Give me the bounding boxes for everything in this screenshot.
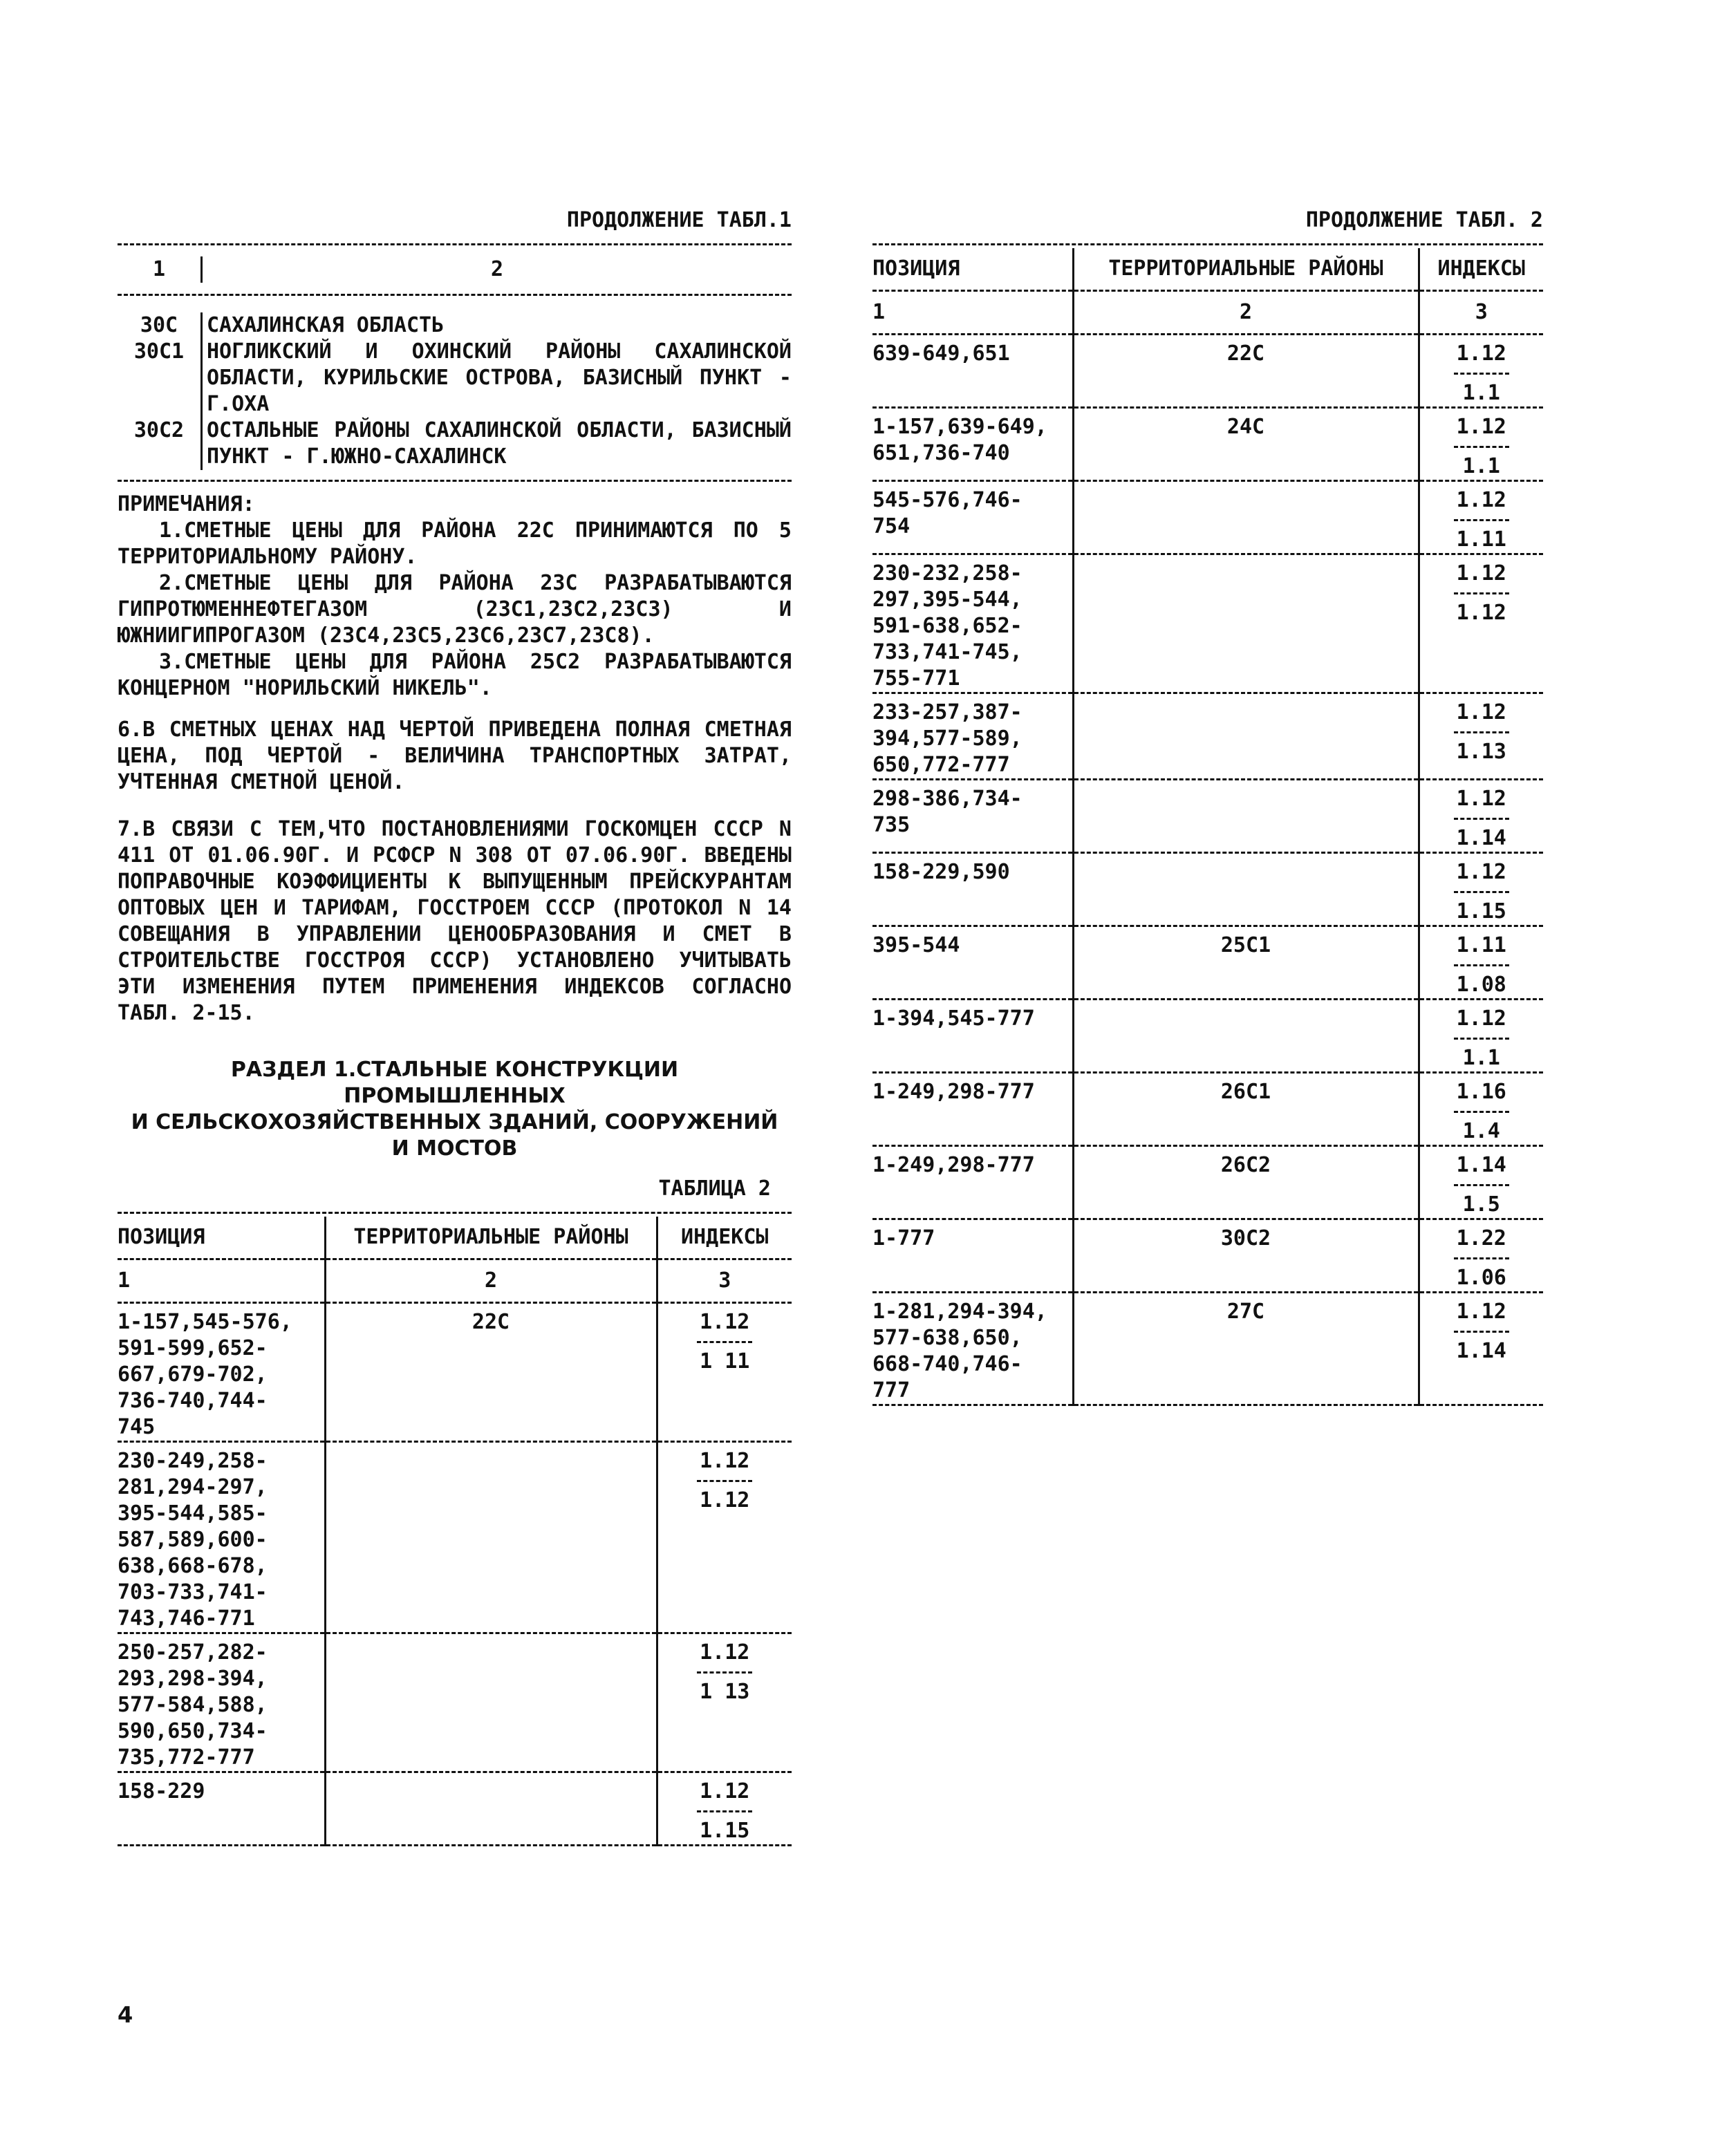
- table-row: [872, 335, 1543, 408]
- region-code: 30C: [140, 313, 178, 337]
- table2: [118, 1217, 792, 1846]
- region-cell: [325, 1633, 657, 1772]
- index-full: 1.12: [700, 1779, 750, 1803]
- region-cell: 25С1: [1073, 926, 1419, 1000]
- table-row: [872, 1000, 1543, 1073]
- index-full: 1.12: [1456, 787, 1506, 811]
- page-number: 4: [118, 2002, 133, 2028]
- index-transport: 1.13: [1456, 740, 1506, 764]
- fraction-bar: [1454, 891, 1509, 893]
- header-indices: ИНДЕКСЫ: [681, 1225, 769, 1249]
- index-full: 1.12: [1456, 1006, 1506, 1031]
- index-cell: [1419, 1219, 1543, 1293]
- index-full: 1.12: [1456, 1300, 1506, 1324]
- divider: [118, 243, 792, 245]
- table-row: [872, 1219, 1543, 1293]
- index-cell: [657, 1442, 792, 1633]
- index-cell: [657, 1772, 792, 1846]
- region-description: НОГЛИКСКИЙ И ОХИНСКИЙ РАЙОНЫ САХАЛИНСКОЙ ОБЛАСТИ, КУРИЛЬСКИЕ ОСТРОВА, БАЗИСНЫЙ ПУНКТ - Г.ОХА: [200, 339, 792, 418]
- table-row: [872, 1073, 1543, 1146]
- table-row: [872, 853, 1543, 926]
- index-transport: 1.1: [1462, 454, 1500, 478]
- index-full: 1.12: [1456, 341, 1506, 366]
- index-transport: 1.08: [1456, 973, 1506, 997]
- fraction-bar: [1454, 1331, 1509, 1333]
- index-full: 1.12: [1456, 488, 1506, 512]
- table-row: [872, 926, 1543, 1000]
- left-column: [118, 207, 792, 1846]
- table-row: [872, 780, 1543, 853]
- position-cell: 1-157,639-649, 651,736-740: [872, 408, 1073, 481]
- index-transport: 1 11: [700, 1349, 750, 1374]
- region-cell: 24С: [1073, 408, 1419, 481]
- position-cell: 545-576,746- 754: [872, 481, 1073, 554]
- table-header-row: [118, 1217, 792, 1259]
- paragraph-6: 6.В СМЕТНЫХ ЦЕНАХ НАД ЧЕРТОЙ ПРИВЕДЕНА ПОЛНАЯ СМЕТНАЯ ЦЕНА, ПОД ЧЕРТОЙ - ВЕЛИЧИНА ТРАНСПОРТНЫХ ЗАТРАТ, УЧТЕННАЯ СМЕТНОЙ ЦЕНОЙ.: [118, 718, 792, 794]
- region-code: 30C1: [133, 339, 185, 364]
- table-row: [118, 1442, 792, 1633]
- table1-row: [118, 418, 792, 470]
- region-cell: [1073, 481, 1419, 554]
- index-cell: [1419, 926, 1543, 1000]
- index-full: 1.12: [700, 1449, 750, 1473]
- fraction-bar: [1454, 1257, 1509, 1259]
- index-transport: 1.4: [1462, 1119, 1500, 1143]
- position-cell: 250-257,282- 293,298-394, 577-584,588, 590,650,734- 735,772-777: [118, 1633, 325, 1772]
- table-row: [872, 1146, 1543, 1219]
- index-cell: [1419, 780, 1543, 853]
- table-row: [872, 1293, 1543, 1405]
- index-transport: 1.14: [1456, 826, 1506, 850]
- table1-continuation-caption: ПРОДОЛЖЕНИЕ ТАБЛ.1: [566, 208, 792, 232]
- index-cell: [1419, 1073, 1543, 1146]
- index-transport: 1.5: [1462, 1192, 1500, 1217]
- fraction-bar: [697, 1671, 752, 1674]
- region-cell: 26С2: [1073, 1146, 1419, 1219]
- index-full: 1.16: [1456, 1080, 1506, 1104]
- index-transport: 1.11: [1456, 527, 1506, 552]
- region-cell: 22С: [1073, 335, 1419, 408]
- index-cell: [657, 1633, 792, 1772]
- table-header-row: [872, 248, 1543, 291]
- divider: [872, 243, 1543, 245]
- fraction-bar: [697, 1341, 752, 1343]
- index-full: 1.12: [1456, 700, 1506, 724]
- divider: [118, 294, 792, 296]
- index-full: 1.12: [1456, 860, 1506, 884]
- fraction-bar: [1454, 373, 1509, 375]
- region-cell: [1073, 554, 1419, 693]
- table-row: [118, 1303, 792, 1442]
- col-number: 3: [1419, 291, 1543, 335]
- table-row: [118, 1633, 792, 1772]
- region-code: 30C2: [133, 418, 185, 442]
- notes-title: ПРИМЕЧАНИЯ:: [118, 492, 255, 516]
- section-title: РАЗДЕЛ 1.СТАЛЬНЫЕ КОНСТРУКЦИИ ПРОМЫШЛЕННЫХ И СЕЛЬСКОХОЗЯЙСТВЕННЫХ ЗДАНИЙ, СООРУЖЕНИЙ И МОСТОВ: [131, 1058, 778, 1161]
- index-full: 1.12: [1456, 561, 1506, 585]
- region-cell: [1073, 693, 1419, 780]
- table1-row: [118, 339, 792, 418]
- col-number: 3: [657, 1259, 792, 1303]
- index-full: 1.14: [1456, 1153, 1506, 1177]
- fraction-bar: [1454, 818, 1509, 820]
- col-number: 2: [325, 1259, 657, 1303]
- index-cell: [1419, 554, 1543, 693]
- table-row: [872, 408, 1543, 481]
- table-row: [118, 1772, 792, 1846]
- index-cell: [1419, 481, 1543, 554]
- index-transport: 1 13: [700, 1680, 750, 1704]
- position-cell: 298-386,734- 735: [872, 780, 1073, 853]
- index-full: 1.22: [1456, 1226, 1506, 1250]
- table2-continued: [872, 248, 1543, 1406]
- region-cell: [1073, 853, 1419, 926]
- index-full: 1.12: [1456, 415, 1506, 439]
- index-cell: [1419, 335, 1543, 408]
- divider: [118, 480, 792, 482]
- paragraph-7: 7.В СВЯЗИ С ТЕМ,ЧТО ПОСТАНОВЛЕНИЯМИ ГОСКОМЦЕН СССР N 411 ОТ 01.06.90Г. И РСФСР N 308 ОТ 07.06.90Г. ВВЕДЕНЫ ПОПРАВОЧНЫЕ КОЭФФИЦИЕНТЫ К ВЫПУЩЕННЫМ ПРЕЙСКУРАНТАМ ОПТОВЫХ ЦЕН И ТАРИФАМ, ГОССТРОЕМ СССР (ПРОТОКОЛ N 14 СОВЕЩАНИЯ В УПРАВЛЕНИИ ЦЕНООБРАЗОВАНИЯ И СМЕТ В СТРОИТЕЛЬСТВЕ ГОССТРОЯ СССР) УСТАНОВЛЕНО УЧИТЫВАТЬ ЭТИ ИЗМЕНЕНИЯ ПУТЕМ ПРИМЕНЕНИЯ ИНДЕКСОВ СОГЛАСНО ТАБЛ. 2-15.: [118, 817, 792, 1025]
- table1-header-col2: 2: [490, 257, 504, 281]
- region-description: САХАЛИНСКАЯ ОБЛАСТЬ: [200, 312, 792, 339]
- table2-continuation-caption: ПРОДОЛЖЕНИЕ ТАБЛ. 2: [1305, 208, 1543, 232]
- region-cell: 26С1: [1073, 1073, 1419, 1146]
- note-item: 3.СМЕТНЫЕ ЦЕНЫ ДЛЯ РАЙОНА 25С2 РАЗРАБАТЫВАЮТСЯ КОНЦЕРНОМ "НОРИЛЬСКИЙ НИКЕЛЬ".: [118, 650, 792, 700]
- position-cell: 1-249,298-777: [872, 1146, 1073, 1219]
- region-description: ОСТАЛЬНЫЕ РАЙОНЫ САХАЛИНСКОЙ ОБЛАСТИ, БАЗИСНЫЙ ПУНКТ - Г.ЮЖНО-САХАЛИНСК: [200, 418, 792, 470]
- fraction-bar: [1454, 731, 1509, 733]
- index-cell: [1419, 693, 1543, 780]
- table-row: [872, 481, 1543, 554]
- header-position: ПОЗИЦИЯ: [872, 248, 1073, 291]
- header-indices: ИНДЕКСЫ: [1437, 256, 1525, 281]
- table-row: [872, 693, 1543, 780]
- col-number: 1: [872, 291, 1073, 335]
- index-transport: 1.12: [1456, 601, 1506, 625]
- fraction-bar: [1454, 964, 1509, 966]
- table1-header-col1: 1: [118, 256, 203, 283]
- position-cell: 395-544: [872, 926, 1073, 1000]
- index-transport: 1.06: [1456, 1266, 1506, 1290]
- note-item: 1.СМЕТНЫЕ ЦЕНЫ ДЛЯ РАЙОНА 22С ПРИНИМАЮТСЯ ПО 5 ТЕРРИТОРИАЛЬНОМУ РАЙОНУ.: [118, 518, 792, 569]
- index-transport: 1.15: [700, 1819, 750, 1843]
- header-regions: ТЕРРИТОРИАЛЬНЫЕ РАЙОНЫ: [325, 1217, 657, 1259]
- position-cell: 1-777: [872, 1219, 1073, 1293]
- index-transport: 1.15: [1456, 899, 1506, 924]
- fraction-bar: [1454, 1038, 1509, 1040]
- region-cell: [325, 1772, 657, 1846]
- index-full: 1.12: [700, 1640, 750, 1665]
- region-cell: [1073, 1000, 1419, 1073]
- position-cell: 230-232,258- 297,395-544, 591-638,652- 733,741-745, 755-771: [872, 554, 1073, 693]
- position-cell: 233-257,387- 394,577-589, 650,772-777: [872, 693, 1073, 780]
- index-transport: 1.14: [1456, 1339, 1506, 1363]
- index-cell: [1419, 1146, 1543, 1219]
- position-cell: 158-229: [118, 1772, 325, 1846]
- position-cell: 1-394,545-777: [872, 1000, 1073, 1073]
- position-cell: 639-649,651: [872, 335, 1073, 408]
- position-cell: 1-249,298-777: [872, 1073, 1073, 1146]
- index-transport: 1.1: [1462, 1046, 1500, 1070]
- position-cell: 230-249,258- 281,294-297, 395-544,585- 587,589,600- 638,668-678, 703-733,741- 743,746-771: [118, 1442, 325, 1633]
- region-cell: 27С: [1073, 1293, 1419, 1405]
- region-cell: [325, 1442, 657, 1633]
- position-cell: 1-157,545-576, 591-599,652- 667,679-702, 736-740,744- 745: [118, 1303, 325, 1442]
- index-cell: [1419, 408, 1543, 481]
- header-regions: ТЕРРИТОРИАЛЬНЫЕ РАЙОНЫ: [1073, 248, 1419, 291]
- index-cell: [657, 1303, 792, 1442]
- fraction-bar: [1454, 592, 1509, 594]
- index-cell: [1419, 853, 1543, 926]
- column-number-row: [118, 1259, 792, 1303]
- divider: [118, 1212, 792, 1214]
- index-transport: 1.1: [1462, 381, 1500, 405]
- fraction-bar: [1454, 1111, 1509, 1113]
- table1-row: [118, 312, 792, 339]
- index-transport: 1.12: [700, 1488, 750, 1512]
- col-number: 1: [118, 1259, 325, 1303]
- col-number: 2: [1073, 291, 1419, 335]
- note-item: 2.СМЕТНЫЕ ЦЕНЫ ДЛЯ РАЙОНА 23С РАЗРАБАТЫВАЮТСЯ ГИПРОТЮМЕННЕФТЕГАЗОМ (23С1,23С2,23С3) И ЮЖНИИГИПРОГАЗОМ (23С4,23С5,23С6,23С7,23С8).: [118, 571, 792, 648]
- table-row: [872, 554, 1543, 693]
- index-cell: [1419, 1293, 1543, 1405]
- index-full: 1.12: [700, 1310, 750, 1334]
- fraction-bar: [1454, 1184, 1509, 1186]
- fraction-bar: [697, 1810, 752, 1812]
- fraction-bar: [1454, 446, 1509, 448]
- table2-caption: ТАБЛИЦА 2: [658, 1177, 771, 1201]
- region-cell: 30С2: [1073, 1219, 1419, 1293]
- header-position: ПОЗИЦИЯ: [118, 1217, 325, 1259]
- fraction-bar: [1454, 519, 1509, 521]
- index-cell: [1419, 1000, 1543, 1073]
- fraction-bar: [697, 1480, 752, 1482]
- column-number-row: [872, 291, 1543, 335]
- right-column: [872, 207, 1543, 1406]
- position-cell: 158-229,590: [872, 853, 1073, 926]
- position-cell: 1-281,294-394, 577-638,650, 668-740,746- 777: [872, 1293, 1073, 1405]
- region-cell: 22С: [325, 1303, 657, 1442]
- index-full: 1.11: [1456, 933, 1506, 957]
- region-cell: [1073, 780, 1419, 853]
- table1-header: [118, 256, 792, 283]
